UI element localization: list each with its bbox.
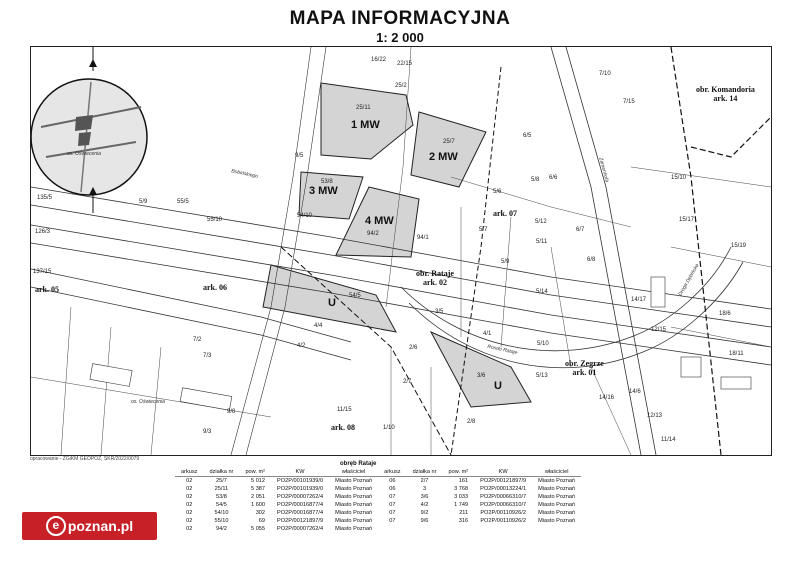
column-header: KW [271,469,329,477]
parcel-label: 9/5 [295,153,304,159]
table-cell [407,525,443,533]
column-header: działka nr [203,469,239,477]
table-cell: 02 [186,494,193,500]
table-cell: 9/6 [420,518,429,524]
table-cell: PO2P/00007262/4 [277,526,324,532]
table-cell: 4/2 [420,502,429,508]
table-cell: 02 [186,526,193,532]
parcel-label: 5/14 [536,289,548,295]
parcel-label: 25/11 [356,105,371,111]
parcel-label: 55/5 [177,199,189,205]
table-cell: PO2P/00101939/0 [277,478,324,484]
table-cell: PO2P/00110926/2 [480,518,526,524]
parcel-register-table [175,469,581,533]
parcel-label: 94/1 [417,235,429,241]
table-cell: 54/5 [216,502,227,508]
table-cell: 69 [258,518,266,524]
parcel-label: 3/6 [477,373,486,379]
table-cell: Miasto Poznań [538,486,576,492]
table-cell: PO2P/00101939/0 [277,486,324,492]
register-header-row [175,469,581,477]
table-cell: Miasto Poznań [335,518,373,524]
table-cell: 06 [389,486,396,492]
table-cell: 25/11 [214,486,229,492]
table-cell [532,525,581,533]
table-cell: Miasto Poznań [538,502,576,508]
parcel-label: 2/6 [409,345,418,351]
register-title: obręb Rataje [340,461,377,467]
epoznan-logo [22,512,157,540]
parcel-label: 55/10 [207,217,223,223]
zone-label-4mw: 4 MW [365,215,394,227]
table-cell: 3 768 [454,486,469,492]
parcel-label: 7/2 [193,337,202,343]
parcel-label: 5/10 [537,341,549,347]
table-row [175,501,581,509]
table-cell: Miasto Poznań [538,518,576,524]
table-cell: PO2P/00121897/9 [480,478,527,484]
sheet-label-07: ark. 07 [493,209,517,218]
table-cell: 54/10 [214,510,229,516]
parcel-label: 4/4 [314,323,323,329]
zone-label-u-west: U [328,297,336,309]
parcel-label: 3/5 [435,309,444,315]
table-cell: 02 [186,510,193,516]
parcel-label: 14/6 [629,389,641,395]
table-cell: 5 012 [251,478,266,484]
table-cell: 06 [389,478,396,484]
map-credit: opracowanie - ZGiKM GEOPOZ, SKR/2022/0079 [30,456,140,462]
parcel-label: 5/8 [531,177,540,183]
table-cell: PO2P/00016877/4 [277,510,324,516]
parcel-label: 9/8 [227,409,236,415]
table-cell [378,525,406,533]
parcel-label: 15/10 [671,175,687,181]
zone-label-1mw: 1 MW [351,119,380,131]
table-cell: 07 [389,494,396,500]
table-cell: 3 [422,486,427,492]
table-cell: 94/2 [216,526,227,532]
table-cell: 2/7 [420,478,429,484]
parcel-label: 16/22 [371,57,387,63]
street-label-oswiecenia: os. Oświecenia [131,399,165,405]
parcel-label: 5/13 [536,373,548,379]
table-row [175,509,581,517]
column-header: arkusz [378,469,406,477]
table-cell: 02 [186,478,193,484]
parcel-label: 53/8 [321,179,333,185]
parcel-label: 15/19 [731,243,747,249]
table-cell: 07 [389,502,396,508]
table-cell: 55/10 [214,518,229,524]
table-cell: PO2P/00121897/9 [277,518,324,524]
zone-label-u-east: U [494,380,502,392]
table-cell: 1 600 [251,502,266,508]
table-cell: Miasto Poznań [335,510,373,516]
district-label-zegrze: obr. Zegrze ark. 01 [565,359,604,377]
parcel-label: 54/5 [349,293,361,299]
column-header: właściciel [329,469,378,477]
parcel-label: 5/11 [536,239,548,245]
table-row [175,477,581,486]
table-cell: 5 387 [251,486,266,492]
table-cell: 3 033 [454,494,469,500]
table-cell: 3/6 [420,494,429,500]
table-cell: Miasto Poznań [335,526,373,532]
parcel-label: 7/3 [203,353,212,359]
table-cell: Miasto Poznań [538,510,576,516]
parcel-label: 54/10 [297,213,313,219]
street-label-rondo-rataje: Rondo Rataje [486,343,518,357]
district-label-rataje: obr. Rataje ark. 02 [416,269,454,287]
table-cell [443,525,475,533]
table-cell: 316 [458,518,469,524]
table-cell: 5 055 [251,526,266,532]
parcel-label: 5/7 [479,227,488,233]
parcel-label: 5/9 [139,199,148,205]
map-drawing [31,47,771,455]
table-cell: 02 [186,502,193,508]
parcel-label: 6/7 [576,227,585,233]
table-row [175,493,581,501]
sheet-label-05: ark. 05 [35,285,59,294]
table-cell: 161 [458,478,469,484]
table-cell: 211 [459,510,469,516]
parcel-label: 12/15 [651,327,667,333]
parcel-label: 15/17 [679,217,695,223]
table-cell: PO2P/00016877/4 [277,502,324,508]
parcel-label: 11/15 [337,407,352,413]
table-row [175,517,581,525]
parcel-label: 14/17 [631,297,647,303]
map-canvas[interactable] [30,46,772,456]
parcel-label: 5/6 [493,189,502,195]
column-header: arkusz [175,469,203,477]
table-cell: PO2P/00066310/7 [480,502,527,508]
map-title: MAPA INFORMACYJNA [289,8,511,29]
parcel-label: 7/15 [623,99,635,105]
street-label-debinska: Droga Dębińska [677,262,701,298]
parcel-label: 5/9 [501,259,510,265]
table-cell: 302 [255,510,266,516]
parcel-label: 1/10 [383,425,395,431]
column-header: działka nr [407,469,443,477]
table-cell: 02 [186,518,193,524]
logo-e-icon: e [46,516,66,536]
map-scale: 1: 2 000 [376,30,424,45]
parcel-label: 137/15 [33,269,52,275]
zone-label-3mw: 3 MW [309,185,338,197]
table-row [175,485,581,493]
parcel-label: 4/1 [483,331,492,337]
parcel-label: 25/2 [395,83,407,89]
parcel-label: 6/6 [549,175,558,181]
parcel-label: 5/12 [535,219,547,225]
parcel-label: 6/5 [523,133,532,139]
parcel-label: 12/13 [647,413,663,419]
inset-label: os. Oświecenia [67,151,101,157]
column-header: pow. m² [443,469,475,477]
district-label-komandoria: obr. Komandoria ark. 14 [696,85,755,103]
parcel-label: 2/7 [403,379,412,385]
table-cell: PO2P/00110926/2 [480,510,526,516]
column-header: KW [474,469,532,477]
parcel-label: 22/15 [397,61,413,67]
table-cell: 2 051 [251,494,266,500]
table-cell: Miasto Poznań [335,478,373,484]
parcel-label: 14/16 [599,395,615,401]
logo-text: poznan.pl [67,518,134,534]
parcel-label: 18/11 [729,351,744,357]
column-header: pow. m² [239,469,271,477]
table-cell: Miasto Poznań [335,494,373,500]
table-cell: 1 749 [454,502,469,508]
table-cell: 25/7 [216,478,227,484]
zone-u-east-area [431,332,531,407]
zone-label-2mw: 2 MW [429,151,458,163]
parcel-label: 7/10 [599,71,611,77]
table-cell: Miasto Poznań [335,502,373,508]
street-label-bobinskiego: Bobińskiego [230,168,259,180]
parcel-label: 4/2 [297,343,306,349]
table-cell: PO2P/00007262/4 [277,494,324,500]
table-cell [474,525,532,533]
street-label-zamenhofa: Zamenhofa [597,157,610,183]
parcel-label: 135/5 [37,195,53,201]
table-cell: 9/2 [420,510,429,516]
table-cell: 02 [186,486,193,492]
table-cell: 53/8 [216,494,227,500]
parcel-label: 9/3 [203,429,212,435]
table-cell: 07 [389,510,396,516]
sheet-label-08: ark. 08 [331,423,355,432]
parcel-label: 94/2 [367,231,379,237]
parcel-label: 6/8 [587,257,596,263]
table-row [175,525,581,533]
parcel-label: 25/7 [443,139,455,145]
parcel-label: 18/6 [719,311,731,317]
table-cell: 07 [389,518,396,524]
parcel-label: 2/8 [467,419,476,425]
table-cell: Miasto Poznań [538,494,576,500]
table-cell: PO2P/00013224/1 [480,486,527,492]
parcel-label: 126/3 [35,229,51,235]
table-cell: PO2P/00066310/7 [480,494,527,500]
parcel-label: 11/14 [661,437,676,443]
zone-2mw-area [411,112,486,187]
sheet-label-06: ark. 06 [203,283,227,292]
table-cell: Miasto Poznań [538,478,576,484]
column-header: właściciel [532,469,581,477]
table-cell: Miasto Poznań [335,486,373,492]
